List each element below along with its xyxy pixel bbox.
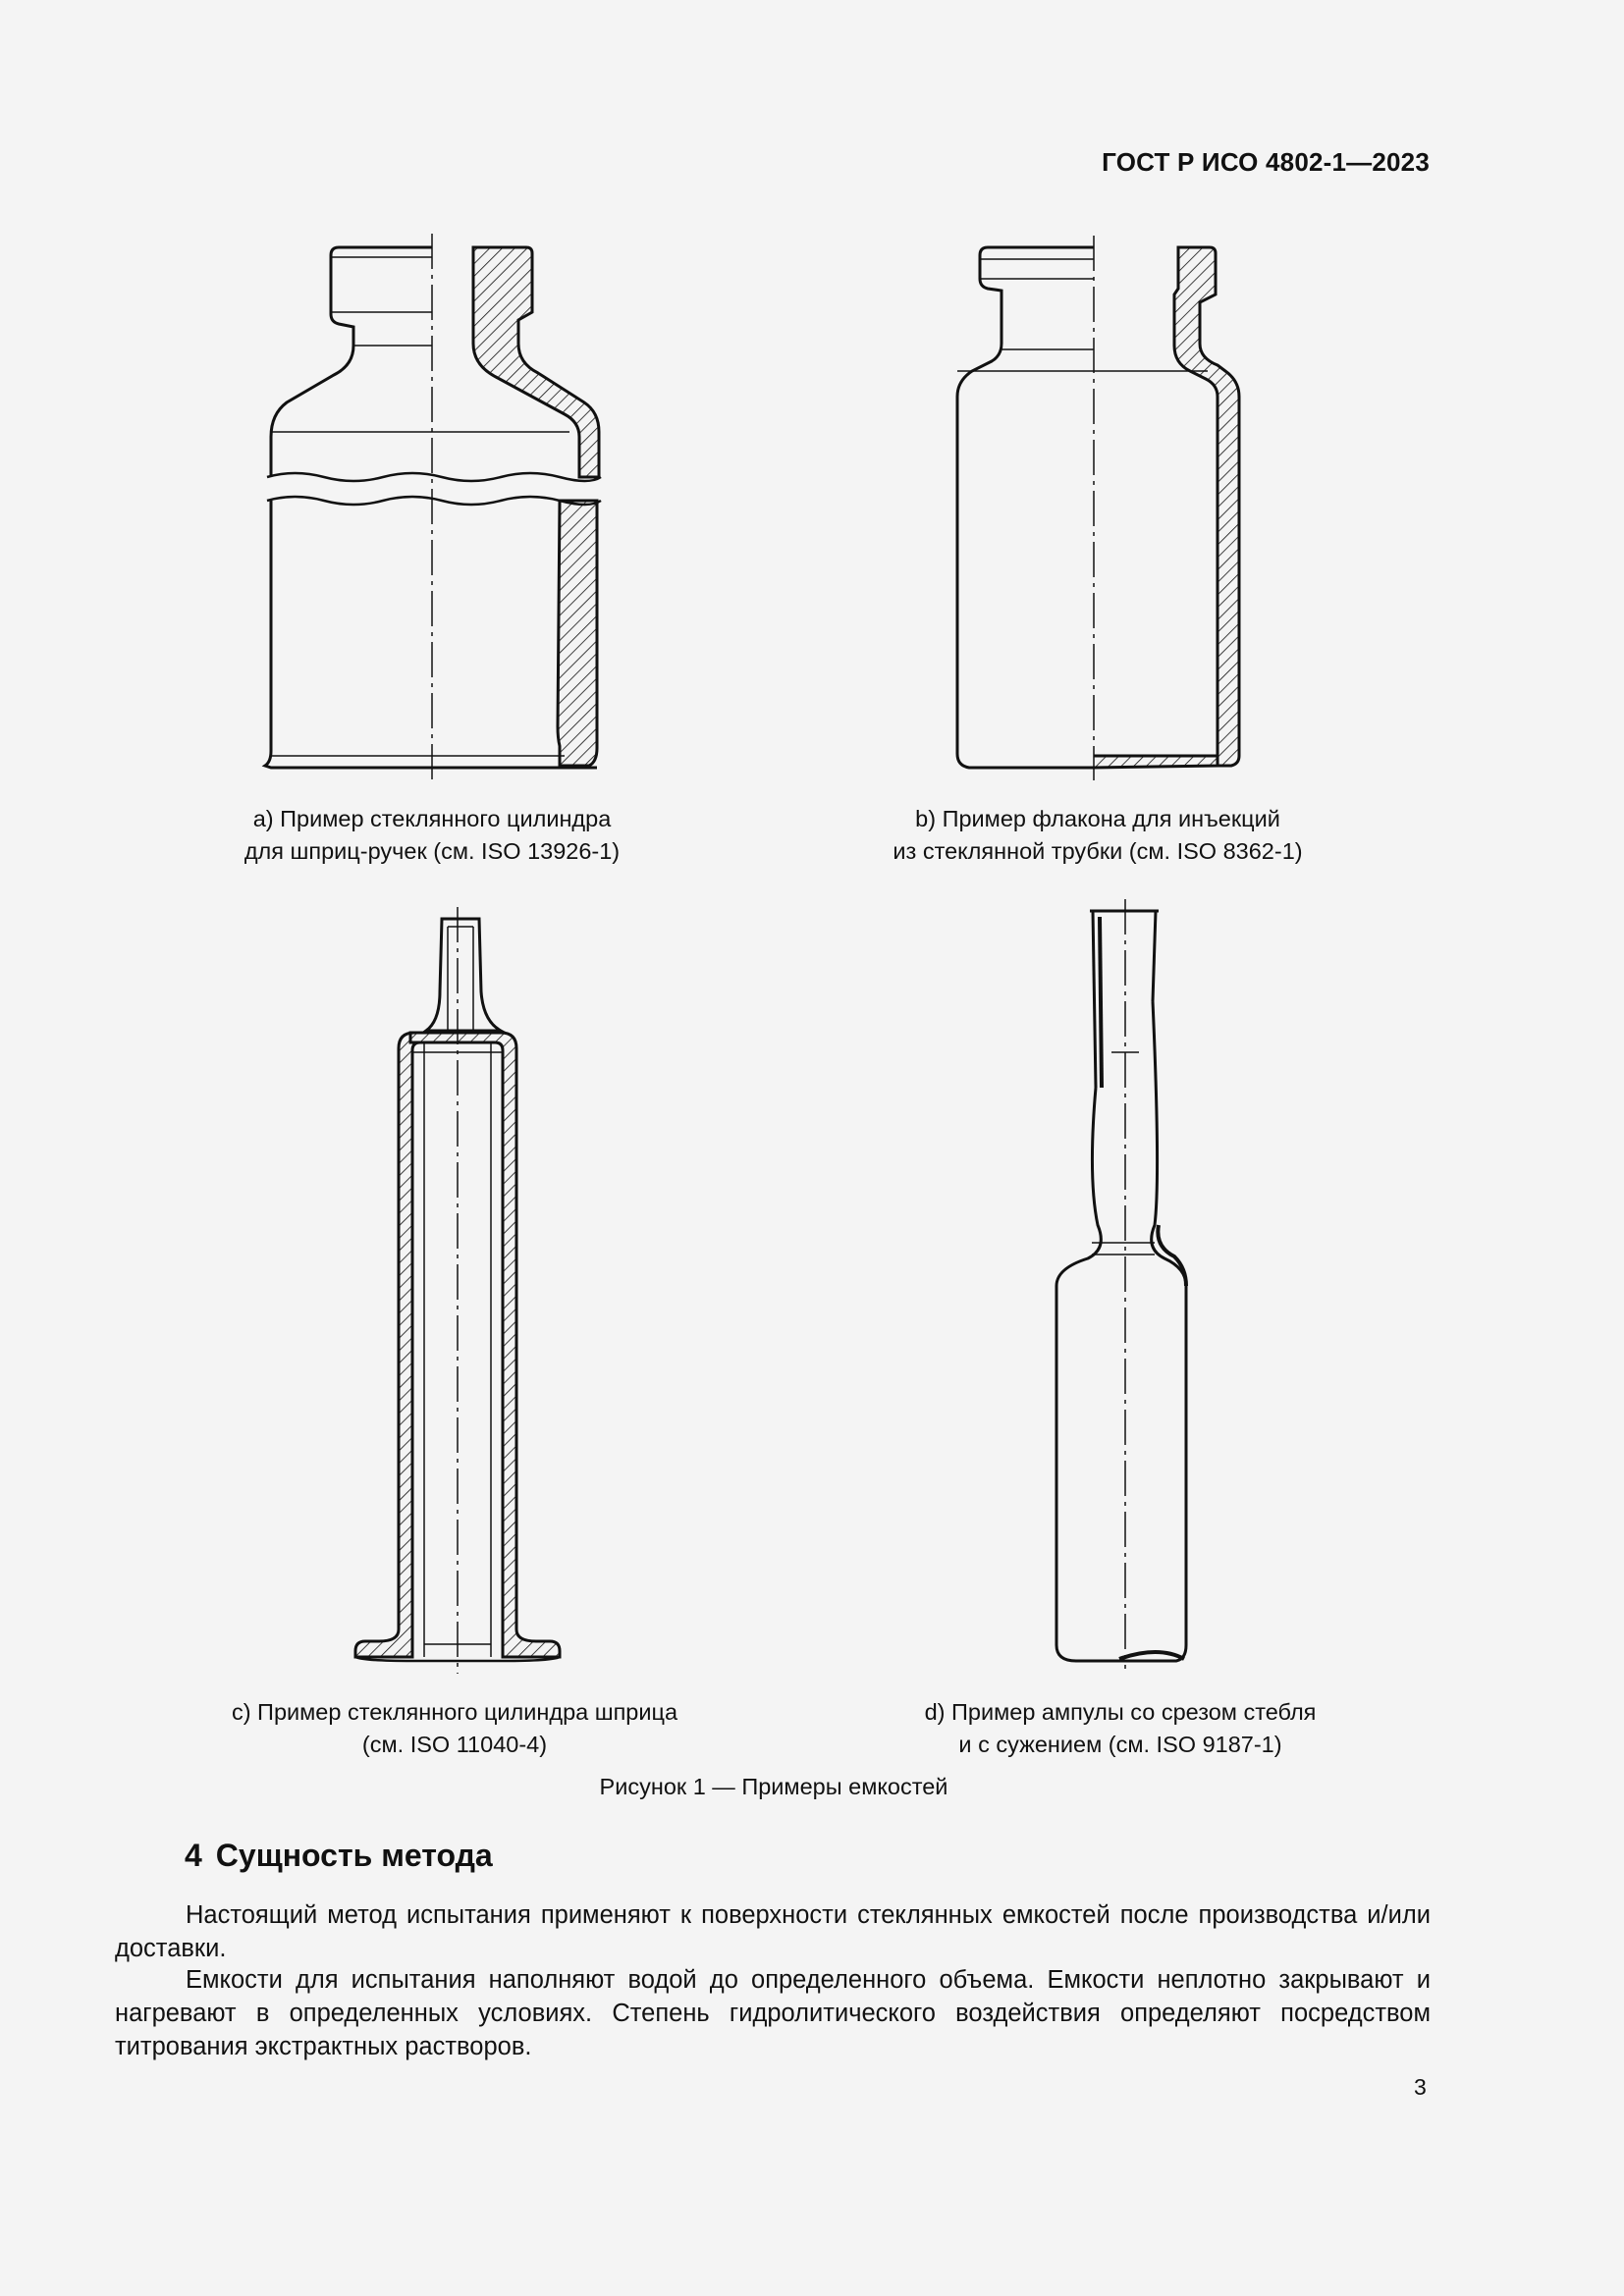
- caption-a-line1: а) Пример стеклянного цилиндра: [252, 806, 612, 831]
- section-heading: [185, 1838, 493, 1874]
- paragraph-1: Настоящий метод испытания применяют к поверхности стеклянных емкостей после производства и/или доставки.: [115, 1901, 1431, 1962]
- standard-code: ГОСТ Р ИСО 4802-1—2023: [1102, 147, 1430, 177]
- caption-c-line2: (см. ISO 11040-4): [361, 1732, 548, 1757]
- drawing-d-ampoule: [1056, 899, 1186, 1669]
- caption-a: [157, 803, 707, 868]
- caption-d: [845, 1696, 1395, 1761]
- caption-c: [180, 1696, 730, 1761]
- caption-d-line2: и с сужением (см. ISO 9187-1): [958, 1732, 1282, 1757]
- drawing-b-injection-vial: [957, 236, 1239, 780]
- caption-b: [823, 803, 1373, 868]
- caption-d-line1: d) Пример ампулы со срезом стебля: [924, 1699, 1317, 1725]
- caption-b-line1: b) Пример флакона для инъекций: [915, 806, 1280, 831]
- drawing-c-syringe-barrel: [355, 907, 560, 1674]
- paragraph-2: Емкости для испытания наполняют водой до определенного объема. Емкости неплотно закрывают и нагревают в определенных условиях. Степень гидролитического воздействия определяют посредством титрования экстрактных растворов.: [115, 1966, 1431, 2060]
- drawing-a-pen-cartridge: [265, 234, 601, 785]
- caption-c-line1: c) Пример стеклянного цилиндра шприца: [231, 1699, 678, 1725]
- section-number: 4: [185, 1838, 202, 1873]
- page-number: 3: [1414, 2074, 1427, 2100]
- section-title: Сущность метода: [215, 1838, 493, 1873]
- figure-title: Рисунок 1 — Примеры емкостей: [599, 1774, 948, 1799]
- caption-a-line2: для шприц-ручек (см. ISO 13926-1): [244, 838, 621, 864]
- caption-b-line2: из стеклянной трубки (см. ISO 8362-1): [893, 838, 1303, 864]
